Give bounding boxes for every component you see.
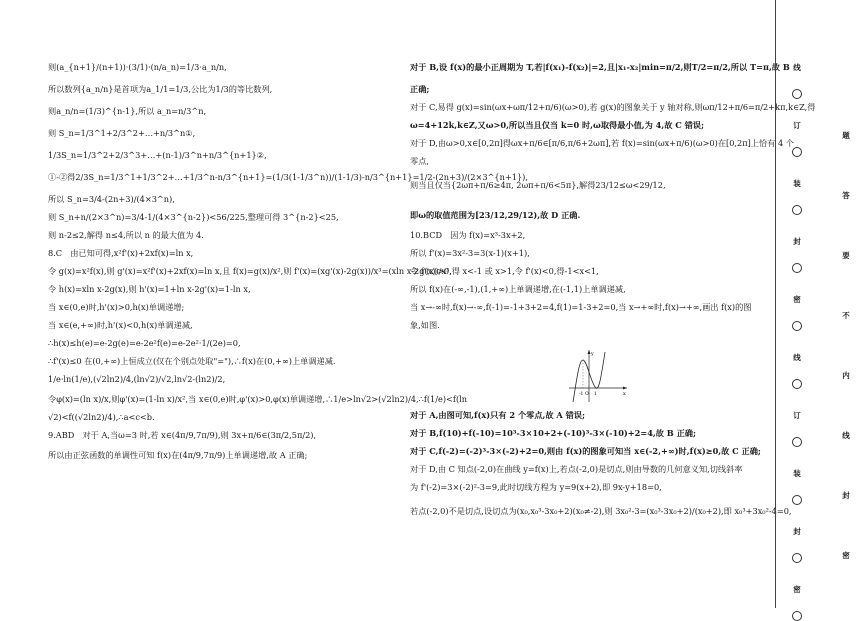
left-text-line: 令 g(x)=x²f(x),则 g'(x)=x²f'(x)+2xf(x)=ln x,且 f(x)=g(x)/x²,则 f'(x)=(xg'(x)-2g(x))/x³=(xln x-2g(x))/x³, xyxy=(48,266,452,276)
right-text-line: 当 x→-∞时,f(x)→-∞,f(-1)=-1+3+2=4,f(1)=1-3+2=0,当 x→+∞时,f(x)→+∞,画出 f(x)的图 xyxy=(410,302,752,312)
right-text-line: 对于 B,f(10)+f(-10)=10³-3×10+2+(-10)³-3×(-10)+2=4,故 B 正确; xyxy=(410,428,696,438)
binding-hole-icon xyxy=(792,437,802,447)
tick-1: 1 xyxy=(594,392,597,397)
margin-glyph: 答 xyxy=(842,191,850,200)
left-text-line: 1/3S_n=1/3^2+2/3^3+…+(n-1)/3^n+n/3^{n+1}②, xyxy=(48,150,267,160)
left-text-line: ∴f'(x)≤0 在(0,+∞)上恒成立(仅在个别点处取"="),∴f(x)在(0,+∞)上单调递减. xyxy=(48,356,336,366)
right-text-line: 对于 D,由 C 知点(-2,0)在曲线 y=f(x)上,若点(-2,0)是切点,则由导数的几何意义知,切线斜率 xyxy=(410,464,743,474)
left-text-line: 则 S_n+n/(2×3^n)=3/4-1/(4×3^{n-2})<56/225,整理可得 3^{n-2}<25, xyxy=(48,212,339,222)
binding-hole-icon xyxy=(792,89,802,99)
tick-origin: O xyxy=(585,392,589,397)
margin-glyph: 题 xyxy=(842,131,850,140)
left-text-line: 令φ(x)=(ln x)/x,则φ'(x)=(1-ln x)/x²,当 x∈(0,e)时,φ'(x)>0,φ(x)单调递增,∴1/e>ln√2>(√2ln2)/4,∴f(1/e)<f(ln xyxy=(48,394,468,404)
left-text-line: 当 x∈(e,+∞)时,h'(x)<0,h(x)单调递减, xyxy=(48,320,193,330)
right-text-line: 象,如图. xyxy=(410,320,440,330)
function-graph xyxy=(567,348,629,404)
right-text-line: 零点, xyxy=(410,156,429,166)
right-text-line: 对于 A,由图可知,f(x)只有 2 个零点,故 A 错误; xyxy=(410,410,586,420)
binding-hole-icon xyxy=(792,147,802,157)
right-text-line: 若点(-2,0)不是切点,设切点为(x₀,x₀³-3x₀+2)(x₀≠-2),则 3x₀²-3=(x₀³-3x₀+2)/(x₀+2),即 x₀³+3x₀²-4=0, xyxy=(410,506,792,516)
margin-glyph: 装 xyxy=(793,179,801,188)
left-text-line: 则a_n/n=(1/3)^{n-1},所以 a_n=n/3^n, xyxy=(48,106,207,116)
right-text-line: 令 f'(x)>0,得 x<-1 或 x>1,令 f'(x)<0,得-1<x<1, xyxy=(410,266,599,276)
binding-hole-icon xyxy=(792,611,802,621)
binding-line xyxy=(775,0,776,608)
margin-glyph: 线 xyxy=(793,353,801,362)
right-text-line: 所以 f'(x)=3x²-3=3(x-1)(x+1), xyxy=(410,248,530,258)
margin-glyph: 封 xyxy=(842,491,850,500)
margin-glyph: 封 xyxy=(793,527,801,536)
left-text-line: 则 n-2≤2,解得 n≤4,所以 n 的最大值为 4. xyxy=(48,230,204,240)
left-text-line: 所以数列{a_n/n}是首项为a_1/1=1/3,公比为1/3的等比数列, xyxy=(48,84,273,94)
margin-glyph: 订 xyxy=(793,411,801,420)
left-text-line: 8.C 由已知可得,x²f'(x)+2xf(x)=ln x, xyxy=(48,248,194,258)
binding-margin-outer xyxy=(790,0,804,608)
left-text-line: 1/e·ln(1/e),(√2ln2)/4,(ln√2)/√2,ln√2-(ln2)/2, xyxy=(48,374,226,384)
left-text-line: 则 S_n=1/3^1+2/3^2+…+n/3^n①, xyxy=(48,128,196,138)
left-text-line: 所以 S_n=3/4-(2n+3)/(4×3^n), xyxy=(48,194,175,204)
left-text-line: 令 h(x)=xln x-2g(x),则 h'(x)=1+ln x-2g'(x)=1-ln x, xyxy=(48,284,251,294)
margin-glyph: 密 xyxy=(793,295,801,304)
margin-glyph: 线 xyxy=(842,431,850,440)
left-text-line: 所以由正弦函数的单调性可知 f(x)在(4π/9,7π/9)上单调递增,故 A 正确; xyxy=(48,450,308,460)
x-axis-arrow xyxy=(623,387,627,390)
right-text-line: 即ω的取值范围为[23/12,29/12),故 D 正确. xyxy=(410,210,581,220)
margin-glyph: 封 xyxy=(793,237,801,246)
right-text-line: ω=4+12k,k∈Z,又ω>0,所以当且仅当 k=0 时,ω取得最小值,为 4,故 C 错误; xyxy=(410,120,705,130)
binding-hole-icon xyxy=(792,205,802,215)
margin-glyph: 订 xyxy=(793,121,801,130)
right-text-line: 所以 f(x)在(-∞,-1),(1,+∞)上单调递增,在(-1,1)上单调递减, xyxy=(410,284,626,294)
right-text-line: 则当且仅当{2ωπ+π/6≥4π, 2ωπ+π/6<5π},解得23/12≤ω<29/12, xyxy=(410,180,666,190)
right-text-line: 对于 B,设 f(x)的最小正周期为 T,若|f(x₁)-f(x₂)|=2,且|x₁-x₂|min=π/2,则T/2=π/2,所以 T=π,故 B xyxy=(410,62,790,72)
margin-glyph: 密 xyxy=(842,551,850,560)
binding-hole-icon xyxy=(792,495,802,505)
binding-hole-icon xyxy=(792,321,802,331)
right-text-line: 为 f'(-2)=3×(-2)²-3=9,此时切线方程为 y=9(x+2),即 9x-y+18=0, xyxy=(410,482,662,492)
margin-glyph: 线 xyxy=(793,63,801,72)
binding-margin-inner xyxy=(839,0,853,608)
margin-glyph: 密 xyxy=(793,585,801,594)
margin-glyph: 要 xyxy=(842,251,850,260)
binding-hole-icon xyxy=(792,379,802,389)
tick-neg1: -1 xyxy=(579,392,584,397)
left-text-line: ∴h(x)≤h(e)=e-2g(e)=e-2e²f(e)=e-2e²·1/(2e)=0, xyxy=(48,338,241,348)
left-text-line: √2)<f((√2ln2)/4),∴a<c<b. xyxy=(48,412,155,422)
binding-hole-icon xyxy=(792,263,802,273)
right-text-line: 对于 C,易得 g(x)=sin(ωx+ωπ/12+π/6)(ω>0),若 g(x)的图象关于 y 轴对称,则ωπ/12+π/6=π/2+kπ,k∈Z,得 xyxy=(410,102,816,112)
left-text-line: 则(a_{n+1}/(n+1))·(3/1)·(n/a_n)=1/3·a_n/n, xyxy=(48,62,227,72)
margin-glyph: 内 xyxy=(842,371,850,380)
x-axis-label: x xyxy=(623,391,626,397)
right-text-line: 对于 C,f(-2)=(-2)³-3×(-2)+2=0,则由 f(x)的图象可知当 x∈(-2,+∞)时,f(x)≥0,故 C 正确; xyxy=(410,446,761,456)
right-text-line: 10.BCD 因为 f(x)=x³-3x+2, xyxy=(410,230,526,240)
left-text-line: 当 x∈(0,e)时,h'(x)>0,h(x)单调递增; xyxy=(48,302,185,312)
right-text-line: 对于 D,由ω>0,x∈[0,2π]得ωx+π/6∈[π/6,π/6+2ωπ],若 f(x)=sin(ωx+π/6)(ω>0)在[0,2π]上恰有 4 个 xyxy=(410,138,794,148)
binding-hole-icon xyxy=(792,553,802,563)
left-text-line: ①-②得2/3S_n=1/3^1+1/3^2+…+1/3^n-n/3^{n+1}=(1/3(1-1/3^n))/(1-1/3)-n/3^{n+1}=1/2-(2n+3)/(2×3^{n+1}), xyxy=(48,172,528,182)
left-text-line: 9.ABD 对于 A,当ω=3 时,若 x∈(4π/9,7π/9),则 3x+π/6∈(3π/2,5π/2), xyxy=(48,430,317,440)
margin-glyph: 装 xyxy=(793,469,801,478)
y-axis-label: y xyxy=(591,351,594,357)
right-text-line: 正确; xyxy=(410,84,430,94)
margin-glyph: 不 xyxy=(842,311,850,320)
